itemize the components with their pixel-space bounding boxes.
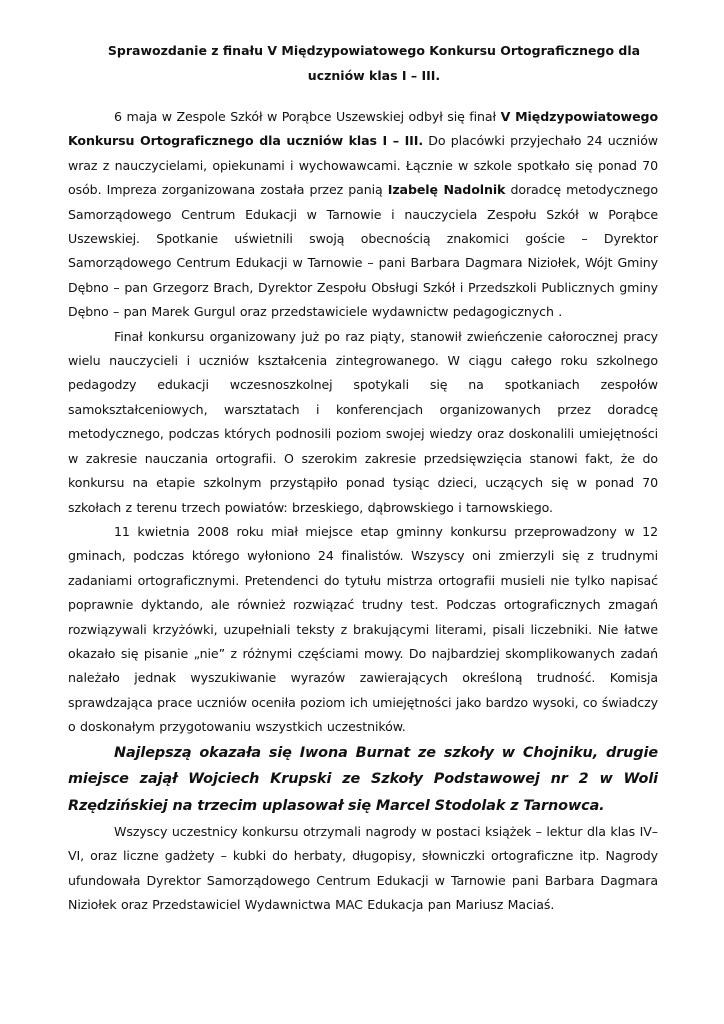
winners-paragraph: Najlepszą okazała się Iwona Burnat ze szkoły w Chojniku, drugie miejsce zajął Wojciech Krupski ze Szkoły Podstawowej nr 2 w Woli Rzędzińskiej na trzecim uplasował się Marcel Stodolak z Tarnowca. bbox=[68, 744, 658, 814]
document-title bbox=[68, 38, 658, 88]
paragraph-1-bold-contest: V Międzypowiatowego Konkursu Ortograficznego dla uczniów klas I – III. bbox=[68, 109, 658, 149]
title-line-2: uczniów klas I – III. bbox=[307, 68, 441, 83]
paragraph-2: Finał konkursu organizowany już po raz piąty, stanowił zwieńczenie całorocznej pracy wielu nauczycieli i uczniów kształcenia zintegrowanego. W ciągu całego roku szkolnego pedagodzy edukacji wczesnoszkolnej spotykali się na spotkaniach zespołów samokształceniowych, warsztatach i konferencjach organizowanych przez doradcę metodycznego, podczas których podnosili poziom swojej wiedzy oraz doskonalili umiejętności w zakresie nauczania ortografii. O szerokim zakresie przedsięwzięcia stanowi fakt, że do konkursu na etapie szkolnym przystąpiło ponad tysiąc dzieci, uczących się w ponad 70 szkołach z terenu trzech powiatów: brzeskiego, dąbrowskiego i tarnowskiego. bbox=[68, 328, 658, 515]
paragraph-1-bold-organizer: Izabelę Nadolnik bbox=[387, 182, 506, 198]
title-line-1: Sprawozdanie z finału V Międzypowiatowego Konkursu Ortograficznego dla bbox=[107, 43, 641, 58]
paragraph-3: 11 kwietnia 2008 roku miał miejsce etap gminny konkursu przeprowadzony w 12 gminach, podczas którego wyłoniono 24 finalistów. Wszyscy oni zmierzyli się z trudnymi zadaniami ortograficznymi. Pretendenci do tytułu mistrza ortografii musieli nie tylko napisać poprawnie dyktando, ale również rozwiązać trudny test. Podczas ortograficznych zmagań rozwiązywali krzyżówki, uzupełniali teksty z brakującymi literami, pisali liczebniki. Nie łatwe okazało się pisanie „nie” z różnymi częściami mowy. Do najbardziej skomplikowanych zadań należało jednak wyszukiwanie wyrazów zawierających określoną trudność. Komisja sprawdzająca prace uczniów oceniła poziom ich umiejętności jako bardzo wysoki, co świadczy o doskonałym przygotowaniu wszystkich uczestników. bbox=[68, 523, 658, 735]
paragraph-4: Wszyscy uczestnicy konkursu otrzymali nagrody w postaci książek – lektur dla klas IV– VI, oraz liczne gadżety – kubki do herbaty, długopisy, słowniczki ortograficzne itp. Nagrody ufundowała Dyrektor Samorządowego Centrum Edukacji w Tarnowie pani Barbara Dagmara Niziołek oraz Przedstawiciel Wydawnictwa MAC Edukacja pan Mariusz Maciaś. bbox=[68, 824, 658, 913]
paragraph-1 bbox=[68, 105, 658, 325]
paragraph-1-text-c: doradcę metodycznego Samorządowego Centrum Edukacji w Tarnowie i nauczyciela Zespołu Szkół w Porąbce Uszewskiej. Spotkanie uświetnili swoją obecnością znakomici goście – Dyrektor Samorządowego Centrum Edukacji w Tarnowie – pani Barbara Dagmara Niziołek, Wójt Gminy Dębno – pan Grzegorz Brach, Dyrektor Zespołu Obsługi Szkół i Przedszkoli Publicznych gminy Dębno – pan Marek Gurgul oraz przedstawiciele wydawnictw pedagogicznych . bbox=[68, 182, 658, 320]
paragraph-1-text-a: 6 maja w Zespole Szkół w Porąbce Uszewskiej odbył się finał bbox=[114, 109, 501, 124]
paragraph-1-text-b: Do placówki przyjechało 24 uczniów wraz z nauczycielami, opiekunami i wychowawcami. Łącznie w szkole spotkało się ponad 70 osób. Impreza zorganizowana została przez panią bbox=[68, 133, 658, 198]
